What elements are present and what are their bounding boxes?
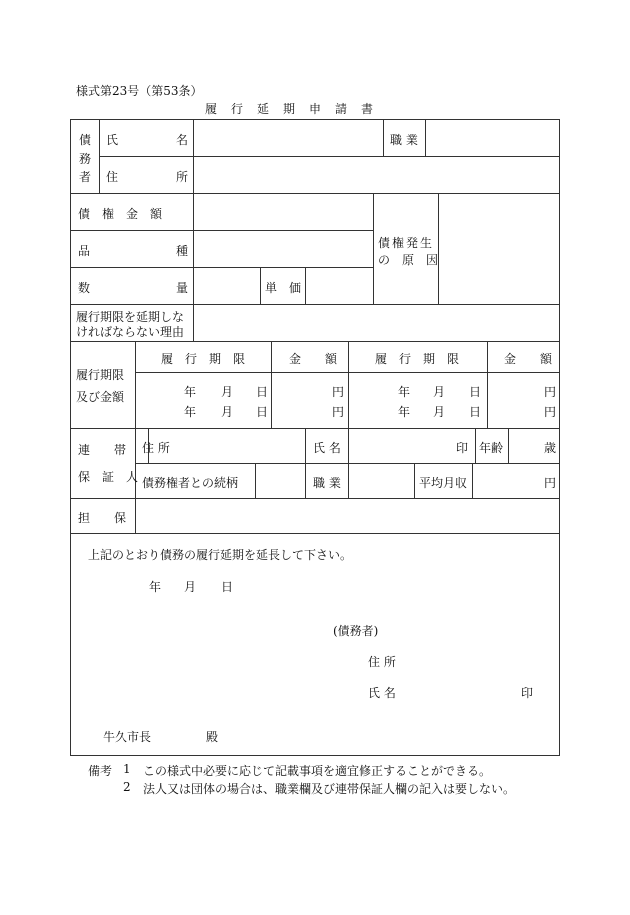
note-text-2: 法人又は団体の場合は、職業欄及び連帯保証人欄の記入は要しない。 [143, 782, 516, 796]
application-statement: 上記のとおり債務の履行延期を延長して下さい。 [88, 548, 353, 562]
quantity-label-b: 量 [176, 281, 189, 295]
note-number-2: 2 [123, 780, 131, 794]
debtor-label-2: 務 [79, 152, 92, 166]
guarantor-label-2: 保 証 人 [78, 470, 139, 484]
debtor-occupation-label: 職 業 [390, 133, 418, 147]
deadline-header-1: 履 行 期 限 [161, 352, 246, 366]
day-text: 日 [469, 405, 482, 419]
guarantor-label-1: 連 帯 [78, 443, 127, 457]
guarantor-name-label: 氏 名 [313, 441, 341, 455]
claim-cause-label-2: の 原 因 [378, 253, 439, 267]
signer-name-label: 氏 名 [368, 686, 396, 700]
month-text: 月 [221, 385, 234, 399]
claim-amount-label: 債 権 金 額 [78, 207, 163, 221]
item-label-a: 品 [78, 244, 91, 258]
application-day: 日 [221, 580, 234, 594]
guarantor-address-label: 住 所 [142, 441, 170, 455]
debtor-address-label-b: 所 [176, 170, 189, 184]
deadline-label-2: 及び金額 [76, 390, 125, 404]
debtor-label-1: 債 [79, 133, 92, 147]
debtor-name-label-b: 名 [176, 133, 189, 147]
application-month: 月 [184, 580, 197, 594]
yen-text: 円 [544, 385, 557, 399]
signer-address-label: 住 所 [368, 655, 396, 669]
year-text: 年 [184, 385, 197, 399]
yen-text: 円 [544, 405, 557, 419]
guarantor-occupation-label: 職 業 [313, 476, 341, 490]
page-title: 履 行 延 期 申 請 書 [205, 102, 375, 116]
month-text: 月 [433, 385, 446, 399]
note-number-1: 1 [123, 762, 131, 776]
reason-label-1: 履行期限を延期しな [76, 310, 185, 324]
day-text: 日 [256, 405, 269, 419]
quantity-label-a: 数 [78, 281, 91, 295]
yen-text: 円 [332, 385, 345, 399]
day-text: 日 [256, 385, 269, 399]
deadline-label-1: 履行期限 [76, 368, 125, 382]
unit-price-label: 単 価 [265, 281, 302, 295]
item-label-b: 種 [176, 244, 189, 258]
application-year: 年 [149, 580, 162, 594]
amount-header-1: 金 額 [289, 352, 338, 366]
guarantor-income-unit: 円 [544, 476, 557, 490]
claim-cause-label-1: 債権発生 [378, 236, 435, 250]
year-text: 年 [398, 385, 411, 399]
notes-heading: 備考 [88, 764, 113, 778]
debtor-heading: (債務者) [333, 624, 379, 638]
month-text: 月 [221, 405, 234, 419]
form-number: 様式第23号（第53条） [76, 84, 203, 98]
deadline-header-2: 履 行 期 限 [375, 352, 460, 366]
note-text-1: この様式中必要に応じて記載事項を適宜修正することができる。 [143, 764, 492, 778]
year-text: 年 [184, 405, 197, 419]
signer-seal: 印 [521, 686, 534, 700]
addressee: 牛久市長 [103, 730, 152, 744]
month-text: 月 [433, 405, 446, 419]
yen-text: 円 [332, 405, 345, 419]
reason-label-2: ければならない理由 [76, 325, 185, 339]
amount-header-2: 金 額 [504, 352, 553, 366]
debtor-label-3: 者 [79, 170, 92, 184]
guarantor-age-unit: 歳 [544, 441, 557, 455]
year-text: 年 [398, 405, 411, 419]
collateral-label: 担 保 [78, 511, 127, 525]
guarantor-seal: 印 [456, 441, 469, 455]
debtor-address-label-a: 住 [106, 170, 119, 184]
guarantor-age-label: 年齢 [479, 441, 504, 455]
honorific: 殿 [206, 730, 219, 744]
day-text: 日 [469, 385, 482, 399]
guarantor-income-label: 平均月収 [419, 476, 468, 490]
guarantor-relation-label: 債務権者との続柄 [142, 476, 239, 490]
debtor-name-label-a: 氏 [106, 133, 119, 147]
